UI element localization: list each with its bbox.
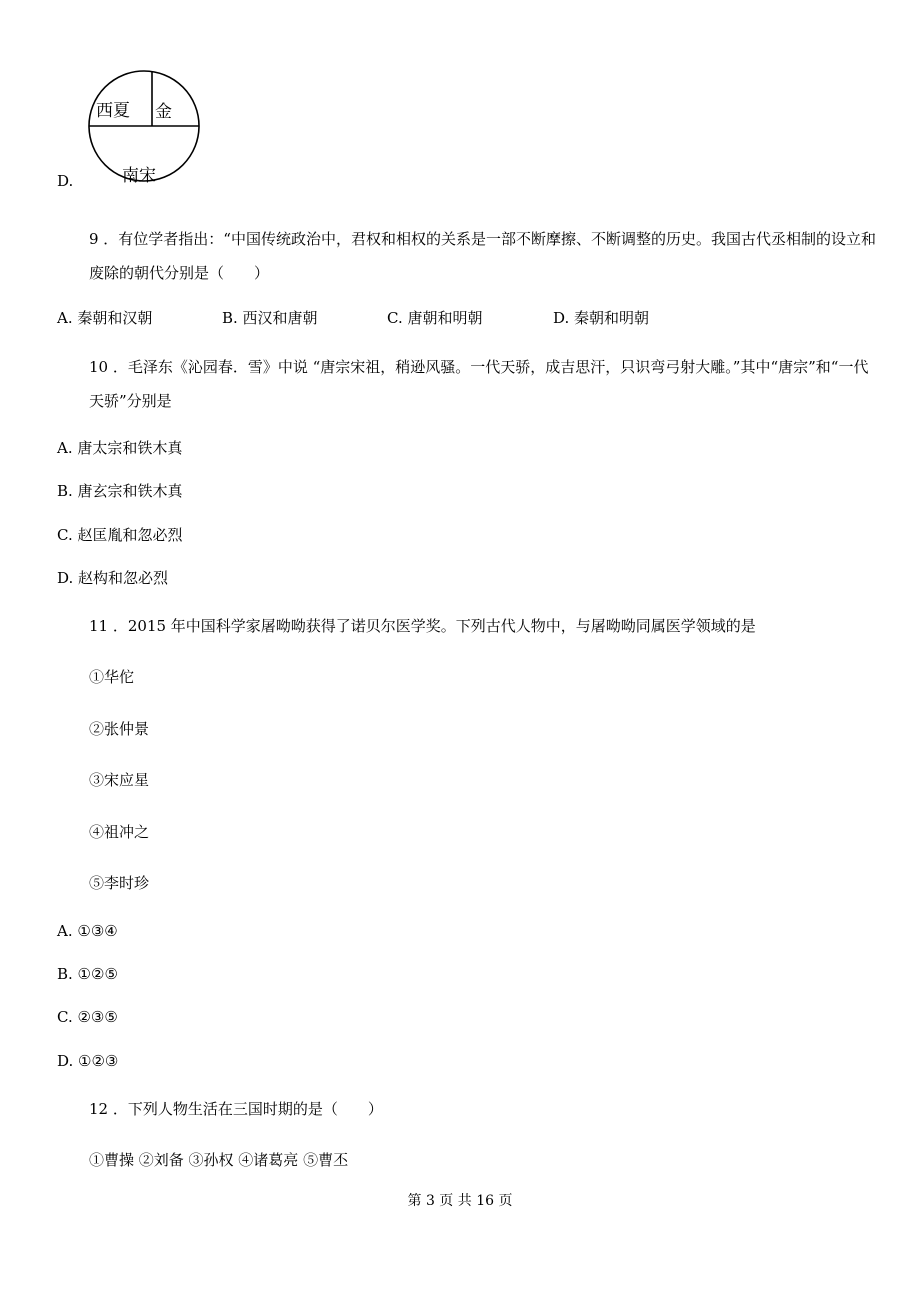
diagram-label-xixia: 西夏 — [96, 101, 130, 121]
q10-option-c[interactable]: C. 赵匡胤和忽必烈 — [57, 526, 183, 544]
page-footer: 第 3 页 共 16 页 — [407, 1193, 513, 1209]
q9-option-d[interactable]: D. 秦朝和明朝 — [553, 309, 650, 327]
diagram-label-jin: 金 — [155, 102, 172, 122]
q11-stem: 11 ．2015 年中国科学家屠呦呦获得了诺贝尔医学奖。下列古代人物中，与屠呦呦同属医学领域的是 — [89, 617, 756, 635]
diagram-label-nansong: 南宋 — [122, 166, 156, 186]
q11-item-3: ③宋应星 — [89, 771, 150, 789]
q9-option-b[interactable]: B. 西汉和唐朝 — [222, 309, 318, 327]
q11-item-1: ①华佗 — [89, 668, 135, 686]
q9-stem: 9 ．有位学者指出：“中国传统政治中，君权和相权的关系是一部不断摩擦、不断调整的历史。我国古代丞相制的设立和废除的朝代分别是（ ） — [89, 230, 876, 282]
q10-stem: 10 ．毛泽东《沁园春．雪》中说 “唐宗宋祖，稍逊风骚。一代天骄，成吉思汗，只识弯弓射大雕。”其中“唐宗”和“一代天骄”分别是 — [89, 358, 869, 410]
q9-option-a[interactable]: A. 秦朝和汉朝 — [57, 309, 153, 327]
q12-items: ①曹操 ②刘备 ③孙权 ④诸葛亮 ⑤曹丕 — [89, 1151, 349, 1169]
q11-item-4: ④祖冲之 — [89, 823, 150, 841]
q8-region-diagram — [86, 64, 202, 186]
q10-option-a[interactable]: A. 唐太宗和铁木真 — [57, 439, 183, 457]
q11-option-d[interactable]: D. ①②③ — [57, 1052, 119, 1070]
q8-option-d-label: D. — [57, 172, 74, 190]
q11-item-5: ⑤李时珍 — [89, 874, 150, 892]
q11-option-b[interactable]: B. ①②⑤ — [57, 965, 118, 983]
q11-option-a[interactable]: A. ①③④ — [57, 922, 118, 940]
q10-option-d[interactable]: D. 赵构和忽必烈 — [57, 569, 169, 587]
q9-option-c[interactable]: C. 唐朝和明朝 — [387, 309, 483, 327]
q11-item-2: ②张仲景 — [89, 720, 150, 738]
q12-stem: 12 ．下列人物生活在三国时期的是（ ） — [89, 1100, 383, 1118]
q10-option-b[interactable]: B. 唐玄宗和铁木真 — [57, 482, 183, 500]
q11-option-c[interactable]: C. ②③⑤ — [57, 1008, 118, 1026]
